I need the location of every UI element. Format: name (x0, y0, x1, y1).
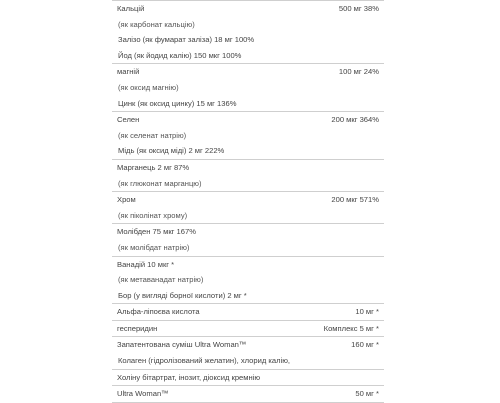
table-row (112, 272, 384, 288)
nutrient-name: (як оксид магнію) (118, 82, 179, 92)
nutrient-name: Бор (у вигляді борної кислоти) 2 мг * (118, 290, 247, 300)
table-block (112, 112, 384, 160)
table-block (112, 304, 384, 321)
nutrient-name: Колаген (гідролізований желатин), хлорид калію, (118, 356, 291, 366)
table-row (112, 1, 384, 17)
nutrient-name: Запатентована суміш Ultra Woman™ (117, 340, 247, 350)
table-row (112, 370, 384, 386)
nutrient-name: Йод (як йодид калію) 150 мкг 100% (118, 50, 242, 60)
table-block (112, 370, 384, 387)
nutrient-name: Холіну бітартрат, інозит, діоксид кремнію (117, 372, 261, 382)
nutrient-amount: Комплекс 5 мг * (323, 323, 379, 333)
nutrient-name: Селен (117, 115, 140, 125)
nutrient-name: гесперидин (117, 323, 158, 333)
table-row (112, 208, 384, 224)
table-block (112, 160, 384, 192)
table-block (112, 321, 384, 338)
nutrient-amount: 50 мг * (355, 389, 379, 399)
nutrient-name: (як глюконат марганцю) (118, 178, 202, 188)
nutrient-amount: 10 мг * (355, 307, 379, 317)
table-row (112, 128, 384, 144)
nutrient-amount: 160 мг * (351, 340, 379, 350)
table-row (112, 160, 384, 176)
supplement-facts-table (112, 0, 384, 403)
nutrient-amount: 200 мкг 364% (331, 115, 379, 125)
table-row (112, 224, 384, 240)
nutrient-name: Кальцій (117, 4, 145, 13)
nutrient-amount: 200 мкг 571% (331, 195, 379, 205)
table-block (112, 224, 384, 256)
table-row (112, 112, 384, 128)
table-row (112, 337, 384, 353)
nutrient-name: Марганець 2 мг 87% (117, 162, 190, 172)
table-row (112, 353, 384, 369)
nutrient-name: (як селенат натрію) (118, 130, 187, 140)
table-row (112, 80, 384, 96)
nutrient-name: Ванадій 10 мкг * (117, 259, 175, 269)
table-row (112, 143, 384, 159)
nutrient-name: (як карбонат кальцію) (118, 19, 195, 29)
table-block (112, 64, 384, 112)
table-block (112, 1, 384, 64)
nutrient-name: Ultra Woman™ (117, 389, 169, 399)
nutrient-name: Мідь (як оксид міді) 2 мг 222% (118, 146, 225, 156)
nutrient-name: Цинк (як оксид цинку) 15 мг 136% (118, 98, 237, 108)
nutrient-name: Хром (117, 195, 136, 205)
table-row (112, 257, 384, 273)
table-block (112, 257, 384, 305)
table-row (112, 288, 384, 304)
nutrient-name: Молібден 75 мкг 167% (117, 227, 196, 237)
table-row (112, 96, 384, 112)
nutrient-name: (як метаванадат натрію) (118, 275, 204, 285)
table-block (112, 386, 384, 403)
table-row (112, 321, 384, 337)
table-row (112, 48, 384, 64)
nutrient-name: магній (117, 67, 140, 77)
nutrient-name: Залізо (як фумарат заліза) 18 мг 100% (118, 35, 255, 45)
nutrient-name: (як пiколiнат хрому) (118, 210, 188, 220)
nutrient-name: (як молібдат натрію) (118, 242, 190, 252)
table-row (112, 176, 384, 192)
table-row (112, 32, 384, 48)
nutrient-name: Альфа-ліпоєва кислота (117, 307, 200, 317)
nutrient-amount: 100 мг 24% (338, 67, 379, 77)
table-block (112, 337, 384, 369)
nutrient-amount: 500 мг 38% (338, 4, 379, 13)
table-row (112, 17, 384, 33)
table-block (112, 192, 384, 224)
table-row (112, 304, 384, 320)
table-row (112, 64, 384, 80)
table-row (112, 240, 384, 256)
table-row (112, 192, 384, 208)
